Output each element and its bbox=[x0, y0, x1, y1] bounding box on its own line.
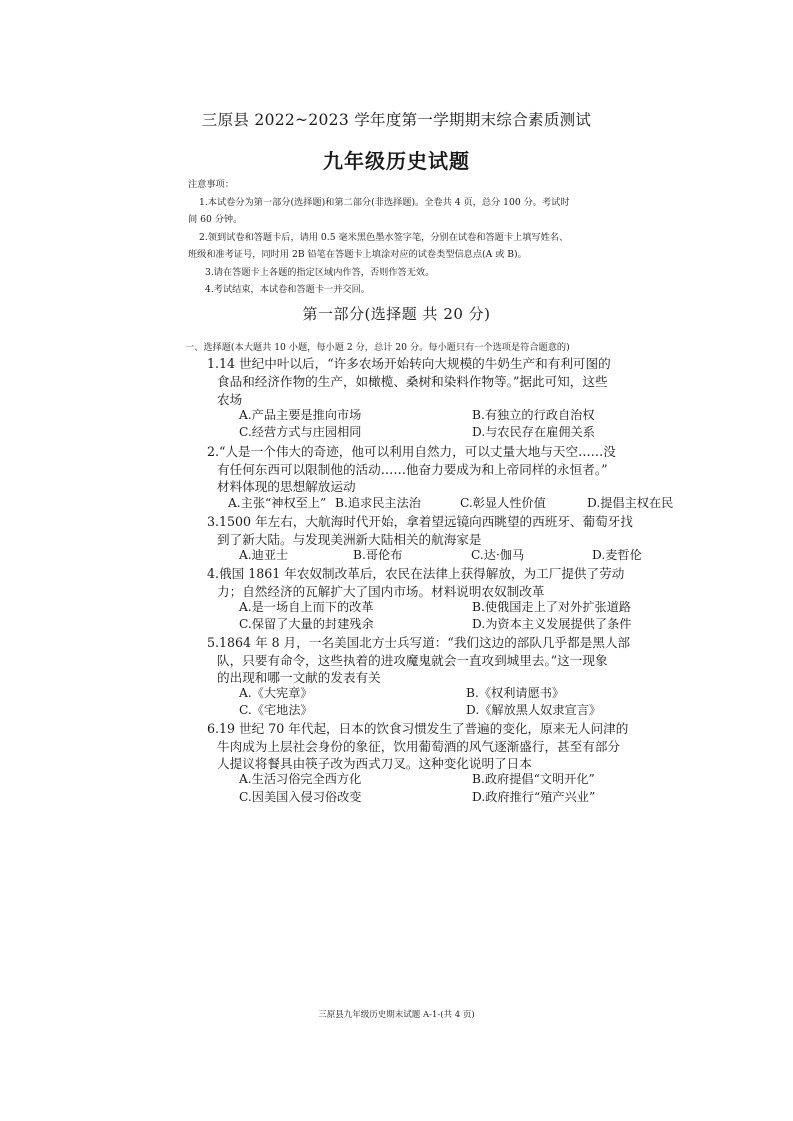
question-text-line: 农场 bbox=[217, 392, 243, 407]
option-c: C.彰显人性价值 bbox=[460, 496, 546, 510]
question-text-line: 2.“人是一个伟大的奇迹，他可以利用自然力，可以丈量大地与天空……没 bbox=[207, 444, 616, 459]
question-text-line: 3.1500 年左右，大航海时代开始，拿着望远镜向西眺望的西班牙、葡萄牙找 bbox=[207, 514, 633, 529]
exam-subject-title: 九年级历史试题 bbox=[323, 149, 470, 173]
option-a: A.产品主要是推向市场 bbox=[239, 408, 362, 422]
option-b: B.使俄国走上了对外扩张道路 bbox=[472, 600, 632, 614]
option-c: C.保留了大量的封建残余 bbox=[239, 617, 374, 631]
note-4: 4.考试结束，本试卷和答题卡一并交回。 bbox=[205, 284, 370, 295]
option-b: B.有独立的行政自治权 bbox=[472, 408, 595, 422]
option-c: C.达·伽马 bbox=[471, 548, 525, 562]
option-a: A.主张“神权至上” bbox=[228, 496, 327, 510]
question-text-line: 6.19 世纪 70 年代起，日本的饮食习惯发生了普遍的变化，原来无人问津的 bbox=[207, 721, 629, 736]
question-text-line: 5.1864 年 8 月，一名美国北方士兵写道：“我们这边的部队几乎都是黑人部 bbox=[207, 635, 631, 650]
option-d: D.《解放黑人奴隶宣言》 bbox=[466, 703, 602, 717]
page-footer: 三原县九年级历史期末试题 A-1-(共 4 页) bbox=[318, 1010, 475, 1020]
question-text-line: 人提议将餐具由筷子改为西式刀叉。这种变化说明了日本 bbox=[217, 756, 532, 771]
part-1-title: 第一部分(选择题 共 20 分) bbox=[302, 305, 491, 323]
option-c: C.因美国入侵习俗改变 bbox=[239, 790, 362, 804]
exam-header-title: 三原县 2022~2023 学年度第一学期期末综合素质测试 bbox=[201, 111, 592, 129]
notes-label: 注意事项： bbox=[188, 179, 234, 190]
question-text-line: 4.俄国 1861 年农奴制改革后，农民在法律上获得解放，为工厂提供了劳动 bbox=[207, 566, 625, 581]
question-text-line: 队，只要有命令，这些执着的进攻魔鬼就会一直攻到城里去。”这一现象 bbox=[217, 653, 608, 668]
option-a: A.迪亚士 bbox=[239, 548, 289, 562]
question-text-line: 力；自然经济的瓦解扩大了国内市场。材料说明农奴制改革 bbox=[217, 584, 545, 599]
option-b: B.政府提倡“文明开化” bbox=[472, 772, 595, 786]
question-text-line: 的出现和哪一文献的发表有关 bbox=[217, 670, 381, 685]
option-d: D.政府推行“殖产兴业” bbox=[472, 790, 596, 804]
option-a: A.《大宪章》 bbox=[239, 686, 313, 700]
option-d: D.麦哲伦 bbox=[592, 548, 642, 562]
question-text-line: 1.14 世纪中叶以后，“许多农场开始转向大规模的牛奶生产和有利可图的 bbox=[207, 356, 611, 371]
option-b: B.《权利请愿书》 bbox=[466, 686, 565, 700]
note-2-line-1: 2.领到试卷和答题卡后，请用 0.5 毫米黑色墨水签字笔，分别在试卷和答题卡上填写姓名、 bbox=[199, 232, 569, 243]
question-text-line: 牛肉成为上层社会身份的象征，饮用葡萄酒的风气逐渐盛行，甚至有部分 bbox=[217, 739, 620, 754]
option-d: D.为资本主义发展提供了条件 bbox=[472, 617, 632, 631]
question-text-line: 有任何东西可以限制他的活动……他奋力要成为和上帝同样的永恒者。” bbox=[217, 462, 608, 477]
option-c: C.经营方式与庄园相同 bbox=[239, 425, 362, 439]
option-a: A.生活习俗完全西方化 bbox=[239, 772, 362, 786]
question-text-line: 食品和经济作物的生产，如橄榄、桑树和染料作物等。”据此可知，这些 bbox=[217, 374, 608, 389]
note-3: 3.请在答题卡上各题的指定区域内作答，否则作答无效。 bbox=[205, 267, 435, 278]
option-b: B.追求民主法治 bbox=[335, 496, 421, 510]
note-1-line-2: 间 60 分钟。 bbox=[188, 214, 243, 225]
section-intro: 一、选择题(本大题共 10 小题，每小题 2 分，总计 20 分。每小题只有一个选项是符合题意的) bbox=[185, 342, 570, 353]
note-1-line-1: 1.本试卷分为第一部分(选择题)和第二部分(非选择题)。全卷共 4 页，总分 100 分。考试时 bbox=[199, 197, 570, 208]
option-b: B.哥伦布 bbox=[353, 548, 403, 562]
question-text-line: 到了新大陆。与发现美洲新大陆相关的航海家是 bbox=[217, 532, 482, 547]
question-text-line: 材料体现的思想解放运动 bbox=[217, 479, 356, 494]
option-a: A.是一场自上而下的改革 bbox=[239, 600, 374, 614]
option-d: D.提倡主权在民 bbox=[587, 496, 674, 510]
option-c: C.《宅地法》 bbox=[239, 703, 313, 717]
note-2-line-2: 班级和准考证号，同时用 2B 铅笔在答题卡上填涂对应的试卷类型信息点(A 或 B)。 bbox=[188, 249, 527, 260]
option-d: D.与农民存在雇佣关系 bbox=[472, 425, 595, 439]
